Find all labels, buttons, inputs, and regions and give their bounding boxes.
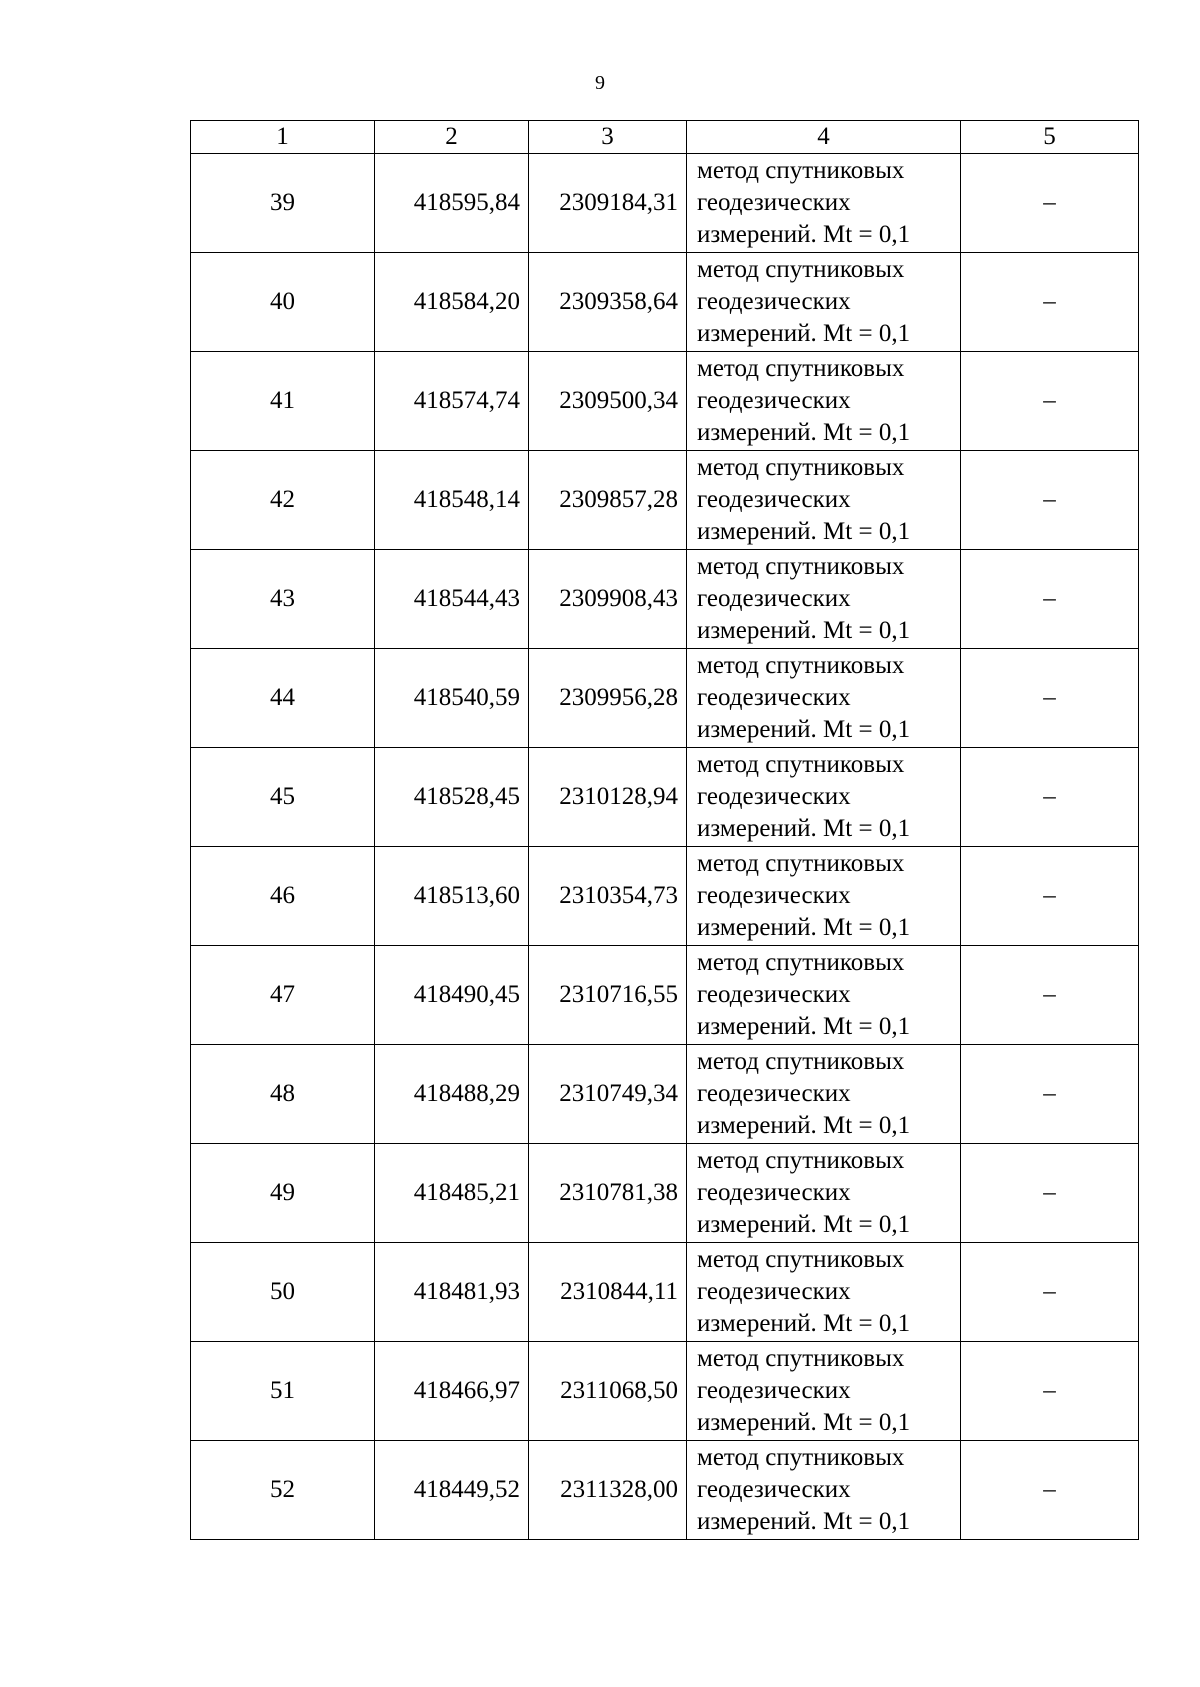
table-row (191, 154, 1139, 253)
column-5-cell: – (961, 1045, 1139, 1144)
x-coordinate-cell: 418449,52 (375, 1441, 529, 1540)
x-coordinate-cell: 418513,60 (375, 847, 529, 946)
method-text-line: геодезических (697, 783, 851, 810)
point-number-cell: 45 (191, 748, 375, 847)
x-coordinate-cell: 418490,45 (375, 946, 529, 1045)
point-number-cell: 50 (191, 1243, 375, 1342)
method-text-line: геодезических (697, 1377, 851, 1404)
column-header-2: 2 (375, 121, 529, 154)
method-text-line: геодезических (697, 981, 851, 1008)
x-coordinate-cell: 418574,74 (375, 352, 529, 451)
x-coordinate-cell: 418595,84 (375, 154, 529, 253)
method-text-line: геодезических (697, 585, 851, 612)
method-text-line: метод спутниковых (697, 1048, 905, 1075)
column-5-cell: – (961, 550, 1139, 649)
y-coordinate-cell: 2310128,94 (529, 748, 687, 847)
method-text-line: геодезических (697, 1476, 851, 1503)
table-row (191, 550, 1139, 649)
column-header-4: 4 (687, 121, 961, 154)
point-number-cell: 39 (191, 154, 375, 253)
method-text-line: метод спутниковых (697, 454, 905, 481)
x-coordinate-cell: 418548,14 (375, 451, 529, 550)
method-text-line: измерений. Mt = 0,1 (697, 815, 911, 842)
method-text-line: геодезических (697, 1278, 851, 1305)
column-5-cell: – (961, 1243, 1139, 1342)
table-row (191, 847, 1139, 946)
method-text-line: метод спутниковых (697, 553, 905, 580)
y-coordinate-cell: 2309857,28 (529, 451, 687, 550)
method-text-line: измерений. Mt = 0,1 (697, 1013, 911, 1040)
method-text-line: измерений. Mt = 0,1 (697, 617, 911, 644)
point-number-cell: 46 (191, 847, 375, 946)
point-number-cell: 41 (191, 352, 375, 451)
table-row (191, 1045, 1139, 1144)
method-text-line: измерений. Mt = 0,1 (697, 320, 911, 347)
method-text-line: метод спутниковых (697, 355, 905, 382)
table-row (191, 1144, 1139, 1243)
point-number-cell: 47 (191, 946, 375, 1045)
column-header-1: 1 (191, 121, 375, 154)
table-header-row (191, 121, 1139, 154)
point-number-cell: 43 (191, 550, 375, 649)
table-row (191, 253, 1139, 352)
method-text-line: геодезических (697, 189, 851, 216)
table-row (191, 1441, 1139, 1540)
method-cell (687, 253, 961, 352)
table-row (191, 451, 1139, 550)
x-coordinate-cell: 418466,97 (375, 1342, 529, 1441)
y-coordinate-cell: 2311068,50 (529, 1342, 687, 1441)
column-header-3: 3 (529, 121, 687, 154)
page-number: 9 (595, 72, 605, 94)
column-5-cell: – (961, 1441, 1139, 1540)
method-text-line: метод спутниковых (697, 652, 905, 679)
method-text-line: геодезических (697, 288, 851, 315)
method-text-line: метод спутниковых (697, 157, 905, 184)
y-coordinate-cell: 2309908,43 (529, 550, 687, 649)
method-text-line: геодезических (697, 486, 851, 513)
y-coordinate-cell: 2310749,34 (529, 1045, 687, 1144)
y-coordinate-cell: 2309500,34 (529, 352, 687, 451)
method-cell (687, 352, 961, 451)
x-coordinate-cell: 418488,29 (375, 1045, 529, 1144)
table-row (191, 352, 1139, 451)
method-text-line: метод спутниковых (697, 949, 905, 976)
method-text-line: метод спутниковых (697, 1444, 905, 1471)
method-text-line: метод спутниковых (697, 1147, 905, 1174)
y-coordinate-cell: 2311328,00 (529, 1441, 687, 1540)
x-coordinate-cell: 418485,21 (375, 1144, 529, 1243)
method-text-line: измерений. Mt = 0,1 (697, 1310, 911, 1337)
method-text-line: геодезических (697, 1179, 851, 1206)
method-text-line: метод спутниковых (697, 751, 905, 778)
method-cell (687, 451, 961, 550)
y-coordinate-cell: 2310844,11 (529, 1243, 687, 1342)
table-row (191, 649, 1139, 748)
column-5-cell: – (961, 649, 1139, 748)
method-text-line: измерений. Mt = 0,1 (697, 1409, 911, 1436)
method-text-line: измерений. Mt = 0,1 (697, 1508, 911, 1535)
method-cell (687, 946, 961, 1045)
method-cell (687, 847, 961, 946)
method-text-line: геодезических (697, 387, 851, 414)
method-cell (687, 550, 961, 649)
method-text-line: измерений. Mt = 0,1 (697, 221, 911, 248)
column-5-cell: – (961, 253, 1139, 352)
method-text-line: геодезических (697, 684, 851, 711)
point-number-cell: 51 (191, 1342, 375, 1441)
x-coordinate-cell: 418540,59 (375, 649, 529, 748)
point-number-cell: 49 (191, 1144, 375, 1243)
method-cell (687, 1045, 961, 1144)
table-row (191, 748, 1139, 847)
x-coordinate-cell: 418544,43 (375, 550, 529, 649)
column-5-cell: – (961, 1144, 1139, 1243)
method-text-line: измерений. Mt = 0,1 (697, 914, 911, 941)
method-cell (687, 1243, 961, 1342)
x-coordinate-cell: 418481,93 (375, 1243, 529, 1342)
table-row (191, 946, 1139, 1045)
table-row (191, 1243, 1139, 1342)
column-5-cell: – (961, 748, 1139, 847)
method-text-line: измерений. Mt = 0,1 (697, 1211, 911, 1238)
method-text-line: измерений. Mt = 0,1 (697, 518, 911, 545)
method-text-line: геодезических (697, 882, 851, 909)
point-number-cell: 42 (191, 451, 375, 550)
point-number-cell: 44 (191, 649, 375, 748)
x-coordinate-cell: 418528,45 (375, 748, 529, 847)
point-number-cell: 48 (191, 1045, 375, 1144)
method-cell (687, 748, 961, 847)
x-coordinate-cell: 418584,20 (375, 253, 529, 352)
y-coordinate-cell: 2309358,64 (529, 253, 687, 352)
coordinates-table-body (191, 121, 1139, 1540)
method-text-line: геодезических (697, 1080, 851, 1107)
method-cell (687, 154, 961, 253)
column-5-cell: – (961, 946, 1139, 1045)
method-text-line: измерений. Mt = 0,1 (697, 419, 911, 446)
point-number-cell: 52 (191, 1441, 375, 1540)
y-coordinate-cell: 2309956,28 (529, 649, 687, 748)
coordinates-table (190, 120, 1139, 1540)
method-cell (687, 1342, 961, 1441)
method-cell (687, 1441, 961, 1540)
y-coordinate-cell: 2309184,31 (529, 154, 687, 253)
column-5-cell: – (961, 451, 1139, 550)
y-coordinate-cell: 2310781,38 (529, 1144, 687, 1243)
column-5-cell: – (961, 847, 1139, 946)
method-cell (687, 1144, 961, 1243)
method-text-line: метод спутниковых (697, 1246, 905, 1273)
method-cell (687, 649, 961, 748)
column-5-cell: – (961, 352, 1139, 451)
column-header-5: 5 (961, 121, 1139, 154)
method-text-line: метод спутниковых (697, 256, 905, 283)
method-text-line: метод спутниковых (697, 850, 905, 877)
method-text-line: измерений. Mt = 0,1 (697, 1112, 911, 1139)
table-row (191, 1342, 1139, 1441)
point-number-cell: 40 (191, 253, 375, 352)
y-coordinate-cell: 2310716,55 (529, 946, 687, 1045)
column-5-cell: – (961, 1342, 1139, 1441)
column-5-cell: – (961, 154, 1139, 253)
y-coordinate-cell: 2310354,73 (529, 847, 687, 946)
method-text-line: измерений. Mt = 0,1 (697, 716, 911, 743)
method-text-line: метод спутниковых (697, 1345, 905, 1372)
